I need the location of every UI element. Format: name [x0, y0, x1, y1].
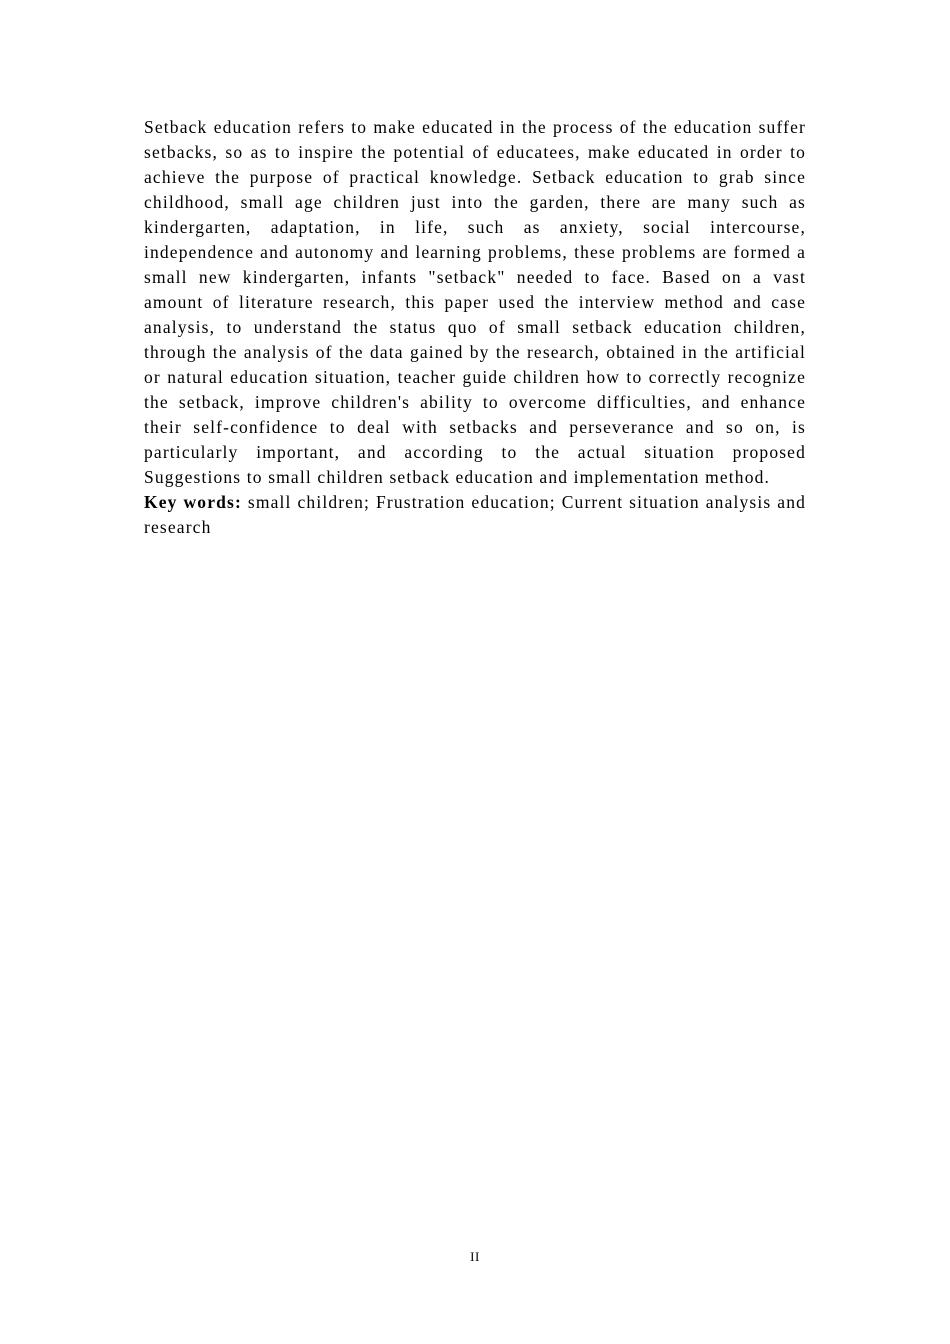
keywords-label: Key words:: [144, 492, 242, 512]
keywords-line: [144, 490, 806, 540]
keywords-text: small children; Frustration education; Current situation analysis and research: [144, 492, 806, 537]
abstract-body: Setback education refers to make educated in the process of the education suffer setbacks, so as to inspire the potential of educatees, make educated in order to achieve the purpose of practical knowledge. Setback education to grab since childhood, small age children just into the garden, there are many such as kindergarten, adaptation, in life, such as anxiety, social intercourse, independence and autonomy and learning problems, these problems are formed a small new kindergarten, infants "setback" needed to face. Based on a vast amount of literature research, this paper used the interview method and case analysis, to understand the status quo of small setback education children, through the analysis of the data gained by the research, obtained in the artificial or natural education situation, teacher guide children how to correctly recognize the setback, improve children's ability to overcome difficulties, and enhance their self-confidence to deal with setbacks and perseverance and so on, is particularly important, and according to the actual situation proposed Suggestions to small children setback education and implementation method.: [144, 117, 806, 487]
abstract-section: [144, 115, 806, 540]
page-number: II: [470, 1249, 480, 1264]
